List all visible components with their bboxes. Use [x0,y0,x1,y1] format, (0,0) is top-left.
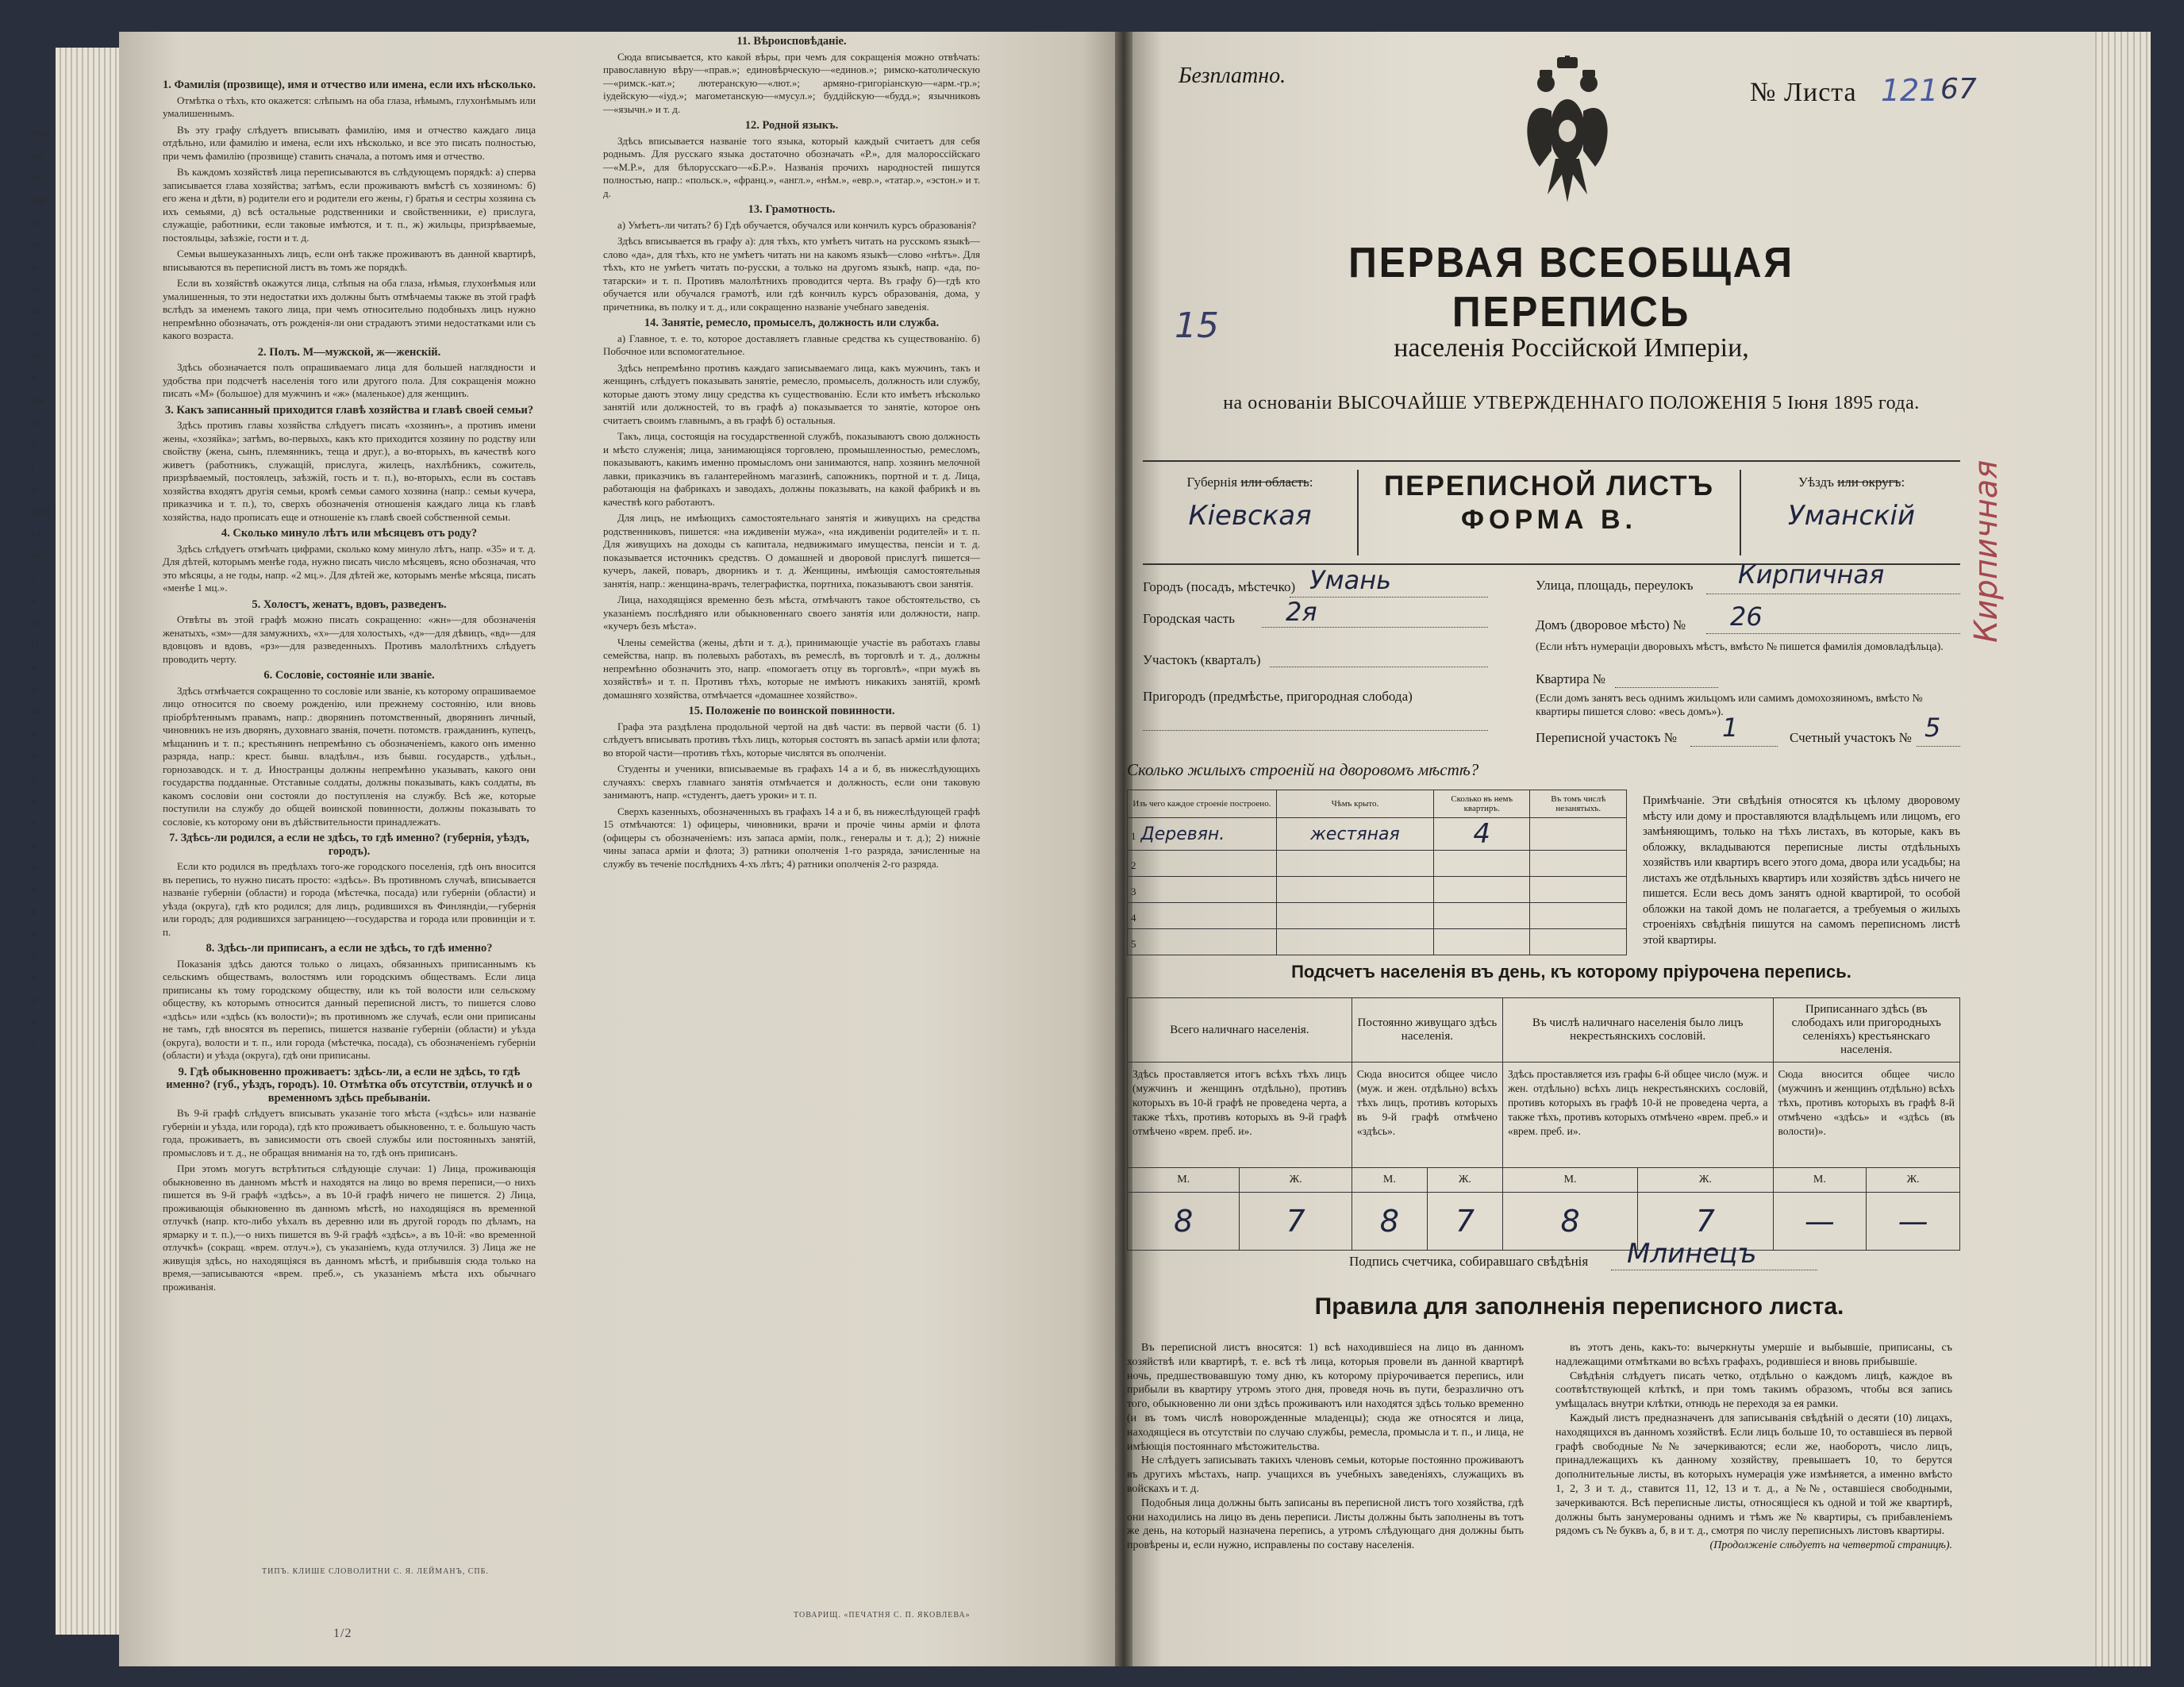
instruction-paragraph: Лица, находящіяся временно безъ мѣста, отмѣчаютъ такое обстоятельство, съ указаніемъ послѣдняго или обыкновеннаго своего занятія или должности, напр. «кучеръ безъ мѣста». [603,594,980,632]
schet-uchastok-label: Счетный участокъ № [1790,730,1912,745]
table-row [1128,929,1627,955]
instruction-paragraph: Отмѣтка о тѣхъ, кто окажется: слѣпымъ на оба глаза, нѣмымъ, глухонѣмымъ или умалишеннымъ. [163,94,536,119]
row-number: 4 [1131,911,1136,924]
building-flats-cell [1433,929,1530,955]
building-flats-cell [1433,851,1530,877]
population-value: — [1773,1193,1867,1251]
margin-fragment: 7 [32,1039,37,1050]
margin-fragment: ос [32,417,41,428]
instruction-heading: 7. Здѣсь-ли родился, а если не здѣсь, то гдѣ именно? (губернія, уѣздъ, городъ). [169,832,529,858]
building-material-cell [1128,851,1277,877]
ulitsa-value: Кирпичная [1738,559,1885,590]
margin-fragment: ве [32,328,40,339]
dom-value: 26 [1730,601,1763,632]
t2-header: Всего наличнаго населенія. [1128,998,1352,1063]
kvartira-note: (Если домъ занятъ весь однимъ жильцомъ или самимъ домохозяиномъ, вмѣсто № квартиры пишется слово: «весь домъ»). [1536,693,1923,718]
t2-description: Здѣсь проставляется итогъ всѣхъ тѣхъ лицъ (мужчинъ и женщинъ отдѣльно), противъ которыхъ въ 10-й графѣ не проведена черта, а также тѣхъ, противъ которыхъ въ 9-й графѣ отмѣчено «врем. преб. и». [1128,1063,1352,1168]
margin-fragment: к [32,817,37,828]
margin-fragment: тъ [32,617,41,628]
margin-fragment: п [32,750,37,761]
margin-fragment: гла [32,394,44,405]
enumerator-signature: Млинецъ [1627,1238,1757,1270]
page-mark: 1/2 [333,1627,352,1640]
margin-fragment: ро [32,683,41,694]
instruction-paragraph: Студенты и ученики, вписываемые въ графахъ 14 а и б, въ нижеслѣдующихъ случаяхъ: сверхъ главнаго занятія отмѣчается и должность, если они таковую занимаютъ, напр. «студентъ, даетъ уроки» и т. п. [603,763,980,801]
population-value: 8 [1502,1193,1637,1251]
instructions-column-2 [603,32,980,1555]
kvartira-label: Квартира № [1536,671,1606,686]
instruction-heading: 11. Вѣроисповѣданіе. [736,35,847,48]
t2-header: Постоянно живущаго здѣсь населенія. [1352,998,1502,1063]
instruction-paragraph: При этомъ могутъ встрѣтиться слѣдующіе случаи: 1) Лица, проживающія обыкновенно въ данномъ мѣстѣ и находятся на лицо во время переписи,—о нихъ пишется въ 9-й графѣ «здѣсь», а въ 10-й графѣ ничего не пишется. 2) Лица, проживающія обыкновенно въ данномъ мѣстѣ, но находящіяся въ временной отлучкѣ (напр. кто-либо уѣхалъ въ деревню или въ другой городъ по дѣламъ, на ярмарку и т. п.),—о нихъ пишется въ 9-й графѣ «здѣсь», а въ 10-й: «во временной отлучкѣ» (сокращ. «врем. отлуч.»), съ указаніемъ, куда отлучился. 3) Лица же не живущія здѣсь, но находящіяся въ данномъ мѣстѣ, и прибывшія сюда только на время,—записываются «врем. преб.», съ указаніемъ мѣста ихъ обычнаго проживанія. [163,1162,536,1293]
building-material-cell [1128,818,1277,851]
census-subtitle: населенія Россійской Имперіи, [1394,333,1749,363]
instruction-paragraph: Въ 9-й графѣ слѣдуетъ вписывать указаніе того мѣста («здѣсь» или названіе губерніи и уѣзда, или города), гдѣ кто проживаетъ обыкновенно, т. е. большую часть года, проживаетъ, въ зависимости отъ своей службы или постоянныхъ занятій, промысловъ и т. д., не обращая вниманія на то, гдѣ онъ приписанъ. [163,1107,536,1159]
building-roof-cell: жестяная [1276,818,1433,851]
dom-note: (Если нѣтъ нумераціи дворовыхъ мѣстъ, вмѣсто № пишется фамилія домовладѣльца). [1536,641,1944,653]
instruction-heading: 15. Положеніе по воинской повинности. [688,705,895,717]
margin-fragment: г [32,461,36,472]
rule-paragraph: Подобныя лица должны быть записаны въ переписной листъ того хозяйства, гдѣ они находились на лицо въ день переписи. Листы должны быть заполнены въ тотъ же день, на который назначена перепись, а утромъ слѣдующаго дня должны быть провѣрены и, если нужно, исправлены по составу населенія. [1127,1497,1524,1552]
building-material-cell [1128,877,1277,903]
margin-fragment: в [32,594,37,605]
instruction-paragraph: Сюда вписывается, кто какой вѣры, при чемъ для сокращенія можно отвѣчать: православную вѣру—«прав.»; единовѣрческую—«единов.»; римско-католическую—«римск.-кат.»; лютеранскую—«лют.»; армяно-григоріанскую—«арм.-гр.»; іудейскую—«іуд.»; магометанскую—«мусул.»; буддійскую—«будд.»; язычниковъ—«язычн.» и т. д. [603,50,980,115]
margin-fragment: в [32,728,37,739]
instruction-paragraph: Такъ, лица, состоящія на государственной службѣ, показываютъ свою должность и мѣсто служенія; лица, занимающіяся торговлею, промышленностью, ремесломъ, показываютъ, какимъ именно промысломъ они занимаются, напр. хозяинъ мелочной лавки, приказчикъ въ галантерейномъ магазинѣ, сапожникъ, портной и т. д. Лица, работающія на фабрикахъ и заводахъ, должны показывать, на какой фабрикѣ и въ качествѣ кого работаютъ. [603,430,980,508]
margin-fragment: Отм [32,128,49,139]
instruction-paragraph: Для лицъ, не имѣющихъ самостоятельнаго занятія и живущихъ на средства родственниковъ, пишется: «на иждивеніи мужа», «на иждивеніи родителей» и т. п. Для живущихъ на доходы съ капитала, недвижимаго имущества, пенсіи и т. д. показывается источникъ средствъ. О домашней и дворовой прислугѣ пишется—кучеръ, лакей, поваръ, дворникъ и т. д. Женщины, имѣющія самостоятельныя занятія, напр.: женщина-врачъ, телеграфистка, портниха, показываютъ свои занятія. [603,512,980,590]
t2-description: Сюда вносится общее число (мужчинъ и женщинъ отдѣльно) всѣхъ тѣхъ, противъ которыхъ въ графѣ 8-й отмѣчено «здѣсь» и «здѣсь (въ волости)». [1773,1063,1959,1168]
population-count-table [1127,997,1960,1251]
margin-fragment: р [32,483,37,494]
row-number: 1 [1131,829,1136,842]
instruction-paragraph: а) Умѣетъ-ли читать? б) Гдѣ обучается, обучался или кончилъ курсъ образованія? [617,218,976,231]
instruction-paragraph: Въ каждомъ хозяйствѣ лица переписываются въ слѣдующемъ порядкѣ: а) сперва записывается глава хозяйства; затѣмъ, если проживаютъ вмѣстѣ съ хозяиномъ: б) его жена и дѣти, в) родители его и родители его жены, г) братья и сестры хозяина съ ихъ семьями, д) всѣ остальные родственники и свойственники, е) прислуга, служащіе, работники, если таковые имѣются, и т. п., ж) жильцы, призрѣваемые, постояльцы, заѣзжіе, гости и т. д. [163,166,536,244]
sex-header: Ж. [1638,1168,1773,1193]
instruction-heading: 1. Фамилія (прозвище), имя и отчество или имена, если ихъ нѣсколько. [163,79,536,91]
instruction-paragraph: Семьи вышеуказанныхъ лицъ, если онѣ также проживаютъ въ данной квартирѣ, вписываются въ переписной листъ въ томъ же порядкѣ. [163,248,536,273]
sex-header: М. [1773,1168,1867,1193]
perepis-uchastok-label: Переписной участокъ № [1536,730,1677,745]
building-empty-cell [1530,877,1627,903]
census-title: ПЕРВАЯ ВСЕОБЩАЯ ПЕРЕПИСЬ [1348,239,1794,336]
free-label: Безплатно. [1179,63,1286,88]
t2-header: Въ числѣ наличнаго населенія было лицъ некрестьянскихъ сословій. [1502,998,1773,1063]
instruction-heading: 3. Какъ записанный приходится главѣ хозяйства и главѣ своей семьи? [164,403,534,417]
t1-header: Изъ чего каждое строеніе построено. [1128,790,1277,818]
population-value: 7 [1427,1193,1502,1251]
page-edges-right [2095,32,2151,1666]
buildings-note: Примѣчаніе. Эти свѣдѣнія относятся къ цѣлому дворовому мѣсту или дому и проставляются владѣльцемъ или лицомъ, его замѣняющимъ, только на тѣхъ листахъ, въ которые, какъ въ обложку, вкладываются переписные листы отдѣльныхъ хозяйствъ или квартиръ всего этого дома, двора или усадьбы; на листахъ же отдѣльныхъ квартиръ или хозяйствъ здѣсь ничего не пишется. Если весь домъ занятъ одной квартирой, то особой обложки на такой домъ не полагается, а требуемыя о жилыхъ строеніяхъ свѣдѣнія пишутся на самомъ переписномъ листѣ этой квартиры. [1643,794,1960,947]
double-headed-eagle-emblem [1516,56,1619,206]
uchastok-label: Участокъ (кварталъ) [1143,652,1261,667]
enumerator-signature-label: Подпись счетчика, собиравшаго свѣдѣнія [1349,1254,1589,1269]
building-empty-cell [1530,818,1627,851]
instruction-paragraph: Если въ хозяйствѣ окажутся лица, слѣпыя на оба глаза, нѣмыя, глухонѣмыя или умалишенныя, то эти недостатки ихъ должны быть отмѣчаемы также въ этой графѣ вслѣдъ за именемъ такого лица, при чемъ относительно подобныхъ лицъ нужно непремѣнно обозначать, отъ рожденія-ли они страдаютъ этими недостатками или съ какого возраста. [163,277,536,341]
prigorod-label: Пригородъ (предмѣстье, пригородная слобода) [1143,689,1413,704]
uezd-label: Уѣздъ или округъ: [1798,475,1905,490]
sheet-number-handwritten: 121 [1881,73,1939,108]
row-number: 2 [1131,859,1136,871]
building-roof-cell [1276,851,1433,877]
t2-description: Сюда вносится общее число (муж. и жен. отдѣльно) всѣхъ тѣхъ лицъ, противъ которыхъ въ 9-й графѣ отмѣчено «здѣсь». [1352,1063,1502,1168]
instruction-paragraph: Если кто родился въ предѣлахъ того-же городского поселенія, гдѣ онъ вносится въ перепись, то нужно писать просто: «здѣсь». Въ противномъ случаѣ, вписывается названіе губерніи (области) и города (мѣстечка, посада) или губерніи (области) и уѣзда (округа), гдѣ кто родился; для лицъ, родившихся въ Финляндіи,—губернія или городъ; для родившихся заграницею—государства и города или провинціи и т. п. [163,860,536,938]
margin-fragment: п [32,1016,37,1028]
rule-paragraph: Въ переписной листъ вносятся: 1) всѣ находившіеся на лицо въ данномъ хозяйствѣ или квартирѣ, т. е. всѣ тѣ лица, которыя провели въ данной квартирѣ ночь, предшествовавшую тому дню, къ которому пріурочивается перепись, или прибыли въ квартиру утромъ этого дня, проведя ночь въ пути, безразлично отъ того, обыкновенно ли они здѣсь проживаютъ или находятся здѣсь только временно (и въ томъ числѣ новорожденные младенцы); сюда же относятся и лица, находящіеся въ отсутствіи по случаю службы, ремесла, промысла и т. п., и лица, не имѣющія постояннаго мѣстожительства. [1127,1342,1524,1453]
building-material-cell [1128,903,1277,929]
instruction-heading: 9. Гдѣ обыкновенно проживаетъ: здѣсь-ли, а если не здѣсь, то гдѣ именно? (губ., уѣздъ, городъ). 10. Отмѣтка объ отсутствіи, отлучкѣ и о временномъ здѣсь пребываніи. [166,1065,533,1105]
instruction-heading: 12. Родной языкъ. [744,119,839,132]
rules-title: Правила для заполненія переписного листа. [1314,1293,1844,1320]
margin-fragment: с [32,572,37,583]
handwritten-15: 15 [1175,306,1219,346]
uezd-cell [1740,470,1962,555]
t2-description: Здѣсь проставляется изъ графы 6-й общее число (муж. и жен. отдѣльно) всѣхъ лицъ некрестьянскихъ сословій, противъ которыхъ въ графѣ 10-й не проведена черта, а также тѣхъ, противъ которыхъ отмѣчено «врем. преб.» и «врем. преб. и». [1502,1063,1773,1168]
margin-fragment: по [32,283,42,294]
building-material: Деревян. [1140,824,1225,844]
sex-header: Ж. [1867,1168,1960,1193]
margin-fragment: ен [32,239,41,250]
sex-header: Ж. [1427,1168,1502,1193]
population-value: 7 [1240,1193,1352,1251]
building-roof-cell [1276,929,1433,955]
instruction-heading: 8. Здѣсь-ли приписанъ, а если не здѣсь, то гдѣ именно? [206,942,493,955]
instruction-heading: 14. Занятіе, ремесло, промыселъ, должность или служба. [644,317,940,329]
instruction-paragraph: Члены семейства (жены, дѣти и т. д.), принимающіе участіе въ работахъ главы семейства, напр. въ полевыхъ работахъ, въ ремеслѣ, въ торговлѣ и т. д., должны непремѣнно обозначить это, напр. «помогаетъ отцу въ торговлѣ», «при мужѣ въ хозяйствѣ» и т. п. Противъ тѣхъ, которые не имѣютъ никакихъ занятій, кромѣ домашняго хозяйства, отмѣчается «домашнее хозяйство». [603,636,980,701]
schet-uchastok-value: 5 [1924,713,1941,743]
printer-imprint-left: ТИПЪ. КЛИШЕ СЛОВОЛИТНИ С. Я. ЛЕЙМАНЪ, СПБ. [262,1567,489,1576]
form-title: ПЕРЕПИСНОЙ ЛИСТЪ [1383,471,1715,501]
margin-fragment: прот [32,505,51,517]
sex-header: Ж. [1240,1168,1352,1193]
city-part-value: 2я [1286,597,1317,627]
margin-fragment: к [32,905,37,917]
margin-fragment: г [32,950,36,961]
gorod-value: Умань [1309,565,1392,595]
instruction-paragraph: Въ эту графу слѣдуетъ вписывать фамилію, имя и отчество каждаго лица отдѣльно, или фамилію и имена, если ихъ нѣсколько, и все это писать полностью, при чемъ фамилію (прозвище) ставить сначала, а потомъ имя и отчество. [163,123,536,162]
t1-header: Сколько въ немъ квартиръ. [1433,790,1530,818]
margin-fragment: ч [32,261,37,272]
building-empty-cell [1530,903,1627,929]
building-empty-cell [1530,851,1627,877]
instruction-paragraph: Здѣсь отмѣчается сокращенно то сословіе или званіе, къ которому опрашиваемое лицо относится по своему рожденію, или прежнему состоянію, или вновь пріобрѣтеннымъ правамъ, напр.: дворянинъ потомственный, дворянинъ личный, чиновникъ не изъ дворянъ, духовнаго званія, почетн. потомств. гражданинъ, купецъ, мѣщанинъ и т. п.; крестьянинъ непремѣнно съ обозначеніемъ, какого онъ именно разряда, напр.: крест. бывш. владѣльч., изъ бывш. государств., удѣльн., горнозаводск. и т. д. Иностранцы должны непремѣнно указывать, какого они государства подданные. Отставные солдаты, должны показывать, какъ солдаты, въ какомъ сословіи они состояли до поступленія на службу. Всѣ же, которые поступили на службу до общей воинской повинности, должны показывать то сословіе, къ которому они въ дѣйствительности принадлежатъ. [163,684,536,828]
building-roof-cell [1276,877,1433,903]
dom-label: Домъ (дворовое мѣсто) № [1536,617,1686,632]
t1-header: Чѣмъ крыто. [1276,790,1433,818]
margin-fragment: р [32,772,37,783]
margin-fragment: н [32,794,37,805]
margin-fragment: п [32,928,37,939]
uezd-value: Уманскій [1787,500,1916,532]
perepis-uchastok-value: 1 [1722,713,1739,743]
sex-header: М. [1352,1168,1427,1193]
population-value: 7 [1638,1193,1773,1251]
margin-fragment: пор [32,194,47,206]
margin-fragment: даг [32,150,45,161]
instruction-heading: 4. Сколько минуло лѣтъ или мѣсяцевъ отъ роду? [221,527,478,540]
t1-header: Въ томъ числѣ незанятыхъ. [1530,790,1627,818]
population-count-title: Подсчетъ населенія въ день, къ которому пріурочена перепись. [1291,962,1851,982]
margin-fragment: а [32,839,37,850]
rule-paragraph: Каждый листъ предназначенъ для записыванія свѣдѣній о десяти (10) лицахъ, находящихся въ данномъ хозяйствѣ. Если лицъ больше 10, то оставшіеся въ первой графѣ свободные №№ зачеркиваются; если же, наоборотъ, число лицъ, принадлежащихъ къ данному хозяйству, превышаетъ 10, то берутся дополнительные листы, въ которыхъ нумерація уже измѣняется, а именно вмѣсто 1, 2, 3 и т. д., ставится 11, 12, 13 и т. д., а №№, оставшіеся свободными, зачеркиваются. Всѣ переписные листы, относящіеся къ одной и той же квартирѣ, должны быть занумерованы однимъ и тѣмъ же № квартиры, съ прибавленіемъ рядомъ съ № буквъ а, б, в и т. д., смотря по числу переписныхъ листовъ квартиры. [1555,1412,1952,1538]
instructions-column-1 [163,75,536,1599]
instruction-paragraph: Здѣсь слѣдуетъ отмѣчать цифрами, сколько кому минуло лѣтъ, напр. «35» и т. д. Для дѣтей, которымъ менѣе года, нужно писать число мѣсяцевъ, ясно обозначая, что это мѣсяцы, а не годы, напр. «2 мц.». Для дѣтей же, которымъ менѣе мѣсяца, писать «менѣе 1 мц.». [163,542,536,594]
margin-fragment: у [32,439,37,450]
margin-fragment: ч [32,372,37,383]
margin-fragment: п [32,861,37,872]
instruction-paragraph: Показанія здѣсь даются только о лицахъ, обязанныхъ приписаннымъ къ сельскимъ обществамъ, волостямъ или городскимъ обществамъ. Если лица приписаны къ тому городскому обществу, или къ той волости или сельскому обществу, къ которымъ относится данный переписной листъ, то пишется слово «здѣсь» или «здѣсь (къ волости)»; въ противномъ же случаѣ, если они приписаны не тамъ, гдѣ вносятся въ перепись, пишется названіе губерніи (области) и уѣзда (округа), волости и т. п., или города (мѣстечка, посада), съ обозначеніемъ губерніи (области) и уѣзда (округа), гдѣ они приписаны. [163,957,536,1061]
rules-column-right [1555,1341,1952,1553]
margin-fragment: п [32,994,37,1005]
left-margin-fragments [32,127,127,1397]
building-flats-cell [1433,903,1530,929]
ulitsa-label: Улица, площадь, переулокъ [1536,578,1694,593]
buildings-question: Сколько жилыхъ строеній на дворовомъ мѣстѣ? [1127,760,1479,779]
instruction-paragraph: Здѣсь противъ главы хозяйства слѣдуетъ писать «хозяинъ», а противъ имени жены, «хозяйка»; затѣмъ, во-первыхъ, какъ кто приходится хозяину по родству или свойству (жена, сынъ, племянникъ, теща и друг.), а во-вторыхъ, въ качествѣ кого живетъ (работникъ, служащій, прислуга, жилецъ, нахлѣбникъ, сожитель, призрѣваемый, постоялецъ, заѣзжій, гость и т. п.), во-вторыхъ, если въ составъ хозяйства входятъ другія семьи, кромѣ семьи самого хозяина (напр.: семьи кучера, приказчика и т. п.), то, сверхъ обозначенія отношенія каждаго лица къ главѣ хозяйства, надо прописать еще и отношеніе къ главѣ своей собственной семьи. [163,419,536,523]
table-row [1128,903,1627,929]
instruction-paragraph: а) Главное, т. е. то, которое доставляетъ главные средства къ существованію. б) Побочное или вспомогательное. [603,332,980,357]
form-header [1143,460,1960,565]
margin-fragment: и [32,883,37,894]
instruction-heading: 2. Полъ. М—мужской, ж—женскій. [257,345,441,359]
rule-paragraph: въ этотъ день, какъ-то: вычеркнуты умершіе и выбывшіе, приписаны, съ надлежащими отмѣтками во всѣхъ графахъ, родившіеся и вновь прибывшіе. [1555,1342,1952,1368]
population-value: 8 [1352,1193,1427,1251]
rule-paragraph: Не слѣдуетъ записывать такихъ членовъ семьи, которые постоянно проживаютъ въ другихъ мѣстахъ, напр. учащихся въ учебныхъ заведеніяхъ, служащихъ въ войскахъ и т. д. [1127,1455,1524,1495]
t2-header: Приписаннаго здѣсь (въ слободахъ или пригородныхъ селеніяхъ) крестьянскаго населенія. [1773,998,1959,1063]
margin-fragment: ка [32,528,40,539]
instruction-heading: 6. Сословіе, состояніе или званіе. [263,669,435,682]
sex-header: М. [1128,1168,1240,1193]
printer-imprint-right: ТОВАРИЩ. «ПЕЧАТНЯ С. П. ЯКОВЛЕВА» [794,1611,971,1620]
instruction-paragraph: Здѣсь вписывается въ графу а): для тѣхъ, кто умѣетъ читать на русскомъ языкѣ—слово «да», для тѣхъ, кто не умѣетъ читать ни на какомъ языкѣ—слово «нѣтъ». Для тѣхъ, кто не умѣетъ читать по-русски, а только на другомъ языкѣ, напр. «да, по-татарски» и т. п. Противъ малолѣтнихъ проводится черта. Въ графу б)—гдѣ кто обучается или обучался грамотѣ, или гдѣ кончилъ курсъ образованія, дома, у причетника, въ полку и т. д., или сокращенно названіе учебнаго заведенія. [603,235,980,313]
margin-fragment: а [32,661,37,672]
instruction-heading: 13. Грамотность. [748,203,836,216]
gorod-label: Городъ (посадъ, мѣстечко) [1143,579,1296,594]
row-number: 3 [1131,885,1136,897]
margin-fragment: на [32,550,41,561]
table-row [1128,877,1627,903]
population-value: 8 [1128,1193,1240,1251]
guberniya-cell [1143,470,1359,555]
margin-fragment: па [32,217,41,228]
instruction-heading: 5. Холостъ, женатъ, вдовъ, разведенъ. [252,598,447,611]
city-part-label: Городская часть [1143,611,1235,626]
row-number: 5 [1131,937,1136,950]
rules-column-left [1127,1341,1524,1553]
guberniya-label: Губернія или область: [1186,475,1313,490]
instruction-paragraph: Сверхъ казенныхъ, обозначенныхъ въ графахъ 14 а и б, въ нижеслѣдующей графѣ 15 отмѣчаются: 1) офицеры, чиновники, врачи и прочіе чины арміи и флота (офицеры съ обозначеніемъ: изъ запаса арміи, полк., генералы и т. д.); 2) нижніе чины запаса арміи и флота; 3) ратники ополченія 1-го разряда, зачисленные на службу въ теченіе послѣднихъ 4-хъ лѣтъ; 4) ратники ополченія 2-го разряда. [603,805,980,870]
instruction-paragraph: Здѣсь вписывается названіе того языка, который каждый считаетъ для себя роднымъ. Для русскаго языка достаточно обозначать «Р.», для малороссійскаго—«М.Р.», для бѣлорусскаго—«Б.Р.». Названія прочихъ народностей пишутся полностью, напр.: «польск.», «франц.», «англ.», «нѣм.», «евр.», «татар.», «эстон.» и т. д. [603,134,980,199]
building-material-cell [1128,929,1277,955]
building-empty-cell [1530,929,1627,955]
instruction-paragraph: Отвѣты въ этой графѣ можно писать сокращенно: «жн»—для обозначенія женатыхъ, «зм»—для замужнихъ, «х»—для холостыхъ, «д»—для дѣвицъ, «вд»—для вдовцовъ и вдовъ, «рз»—для разведенныхъ. Противъ малолѣтнихъ слѣдуетъ проводить черту. [163,613,536,665]
margin-fragment: П [32,639,39,650]
rules-continuation: (Продолженіе слѣдуетъ на четвертой страницѣ). [1709,1539,1952,1552]
margin-fragment: по [32,172,42,183]
form-subtitle: ФОРМА В. [1460,505,1638,535]
margin-fragment: в [32,972,37,983]
margin-fragment: зв [32,350,40,361]
buildings-table [1127,790,1627,955]
census-decree-line: на основаніи ВЫСОЧАЙШЕ УТВЕРЖДЕННАГО ПОЛОЖЕНІЯ 5 Іюня 1895 года. [1223,393,1920,413]
form-title-cell [1359,462,1740,563]
sheet-number-handwritten-2: 67 [1940,73,1977,106]
sheet-number-label: № Листа [1750,78,1857,107]
margin-fragment: вл [32,306,41,317]
guberniya-value: Кіевская [1188,500,1312,532]
margin-stamp: Кирпичная [1968,459,2005,643]
building-flats-cell [1433,877,1530,903]
building-roof-cell [1276,903,1433,929]
sex-header: М. [1502,1168,1637,1193]
building-flats-cell: 4 [1433,818,1530,851]
population-value: — [1867,1193,1960,1251]
rule-paragraph: Свѣдѣнія слѣдуетъ писать четко, отдѣльно о каждомъ лицѣ, каждое въ соотвѣтствующей клѣткѣ, и при томъ такимъ образомъ, чтобы вся запись умѣщалась внутри клѣтки, отнюдь не переходя за ея рамки. [1555,1370,1952,1411]
instruction-paragraph: Графа эта раздѣлена продольной чертой на двѣ части: въ первой части (б. 1) слѣдуетъ вписывать противъ тѣхъ лицъ, которыя состоятъ въ запасѣ арміи или флота; во второй части—противъ тѣхъ, которые числятся въ ополченіи. [603,720,980,759]
instruction-paragraph: Здѣсь обозначается полъ опрашиваемаго лица для большей наглядности и удобства при подсчетѣ населенія того или другого пола. Для сокращенія можно писать «М» (большое) для мужчинъ и «ж» (маленькое) для женщинъ. [163,361,536,399]
instruction-paragraph: Здѣсь непремѣнно противъ каждаго записываемаго лица, какъ мужчинъ, такъ и женщинъ, слѣдуетъ показывать занятіе, ремесло, промыселъ, должность или службу, которые даютъ этому лицу средства къ существованію. Если кто имѣетъ нѣсколько занятій или должностей, то въ графѣ а) показывается то занятіе, которое онъ считаетъ своимъ главнымъ, а въ графѣ б) остальныя. [603,361,980,426]
table-row [1128,818,1627,851]
margin-fragment: на [32,705,41,717]
table-row [1128,851,1627,877]
